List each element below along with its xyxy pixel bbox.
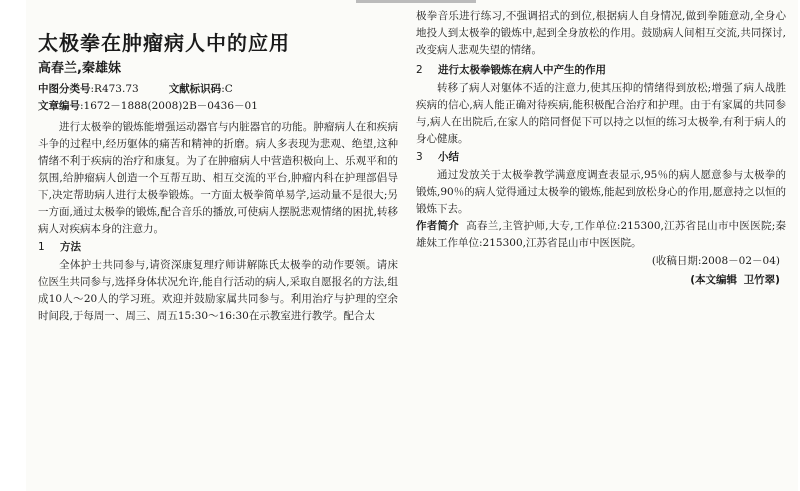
article-number-value: :1672－1888(2008)2B－0436－01 bbox=[80, 100, 258, 112]
article-authors: 高春兰,秦雄妹 bbox=[38, 61, 121, 76]
classification-line bbox=[38, 81, 398, 98]
section-3-number: 3 bbox=[416, 151, 423, 163]
section-3-paragraph: 通过发放关于太极拳教学满意度调查表显示,95％的病人愿意参与太极拳的锻炼,90％的病人觉得通过太极拳的锻炼,能起到放松身心的作用,愿意持之以恒的锻炼下去。 bbox=[416, 169, 786, 215]
bio-label: 作者简介 bbox=[416, 220, 460, 232]
section-2-paragraph: 转移了病人对躯体不适的注意力,使其压抑的情绪得到放松;增强了病人战胜疾病的信心,病人能正确对待疾病,能积极配合治疗和护理。由于有家属的共同参与,病人在出院后,在家人的陪同督促下可以持之以恒的练习太极拳,有利于病人的身心健康。 bbox=[416, 82, 786, 145]
left-column bbox=[38, 30, 398, 325]
received-date: (收稿日期:2008－02－04) bbox=[651, 255, 780, 267]
journal-page bbox=[26, 0, 798, 491]
continued-paragraph: 极拳音乐进行练习,不强调招式的到位,根据病人自身情况,做到拳随意动,全身心地投人到太极拳的锻炼中,起到全身放松的作用。鼓励病人间相互交流,共同探讨,改变病人悲观失望的情绪。 bbox=[416, 10, 786, 56]
section-1-number: 1 bbox=[38, 241, 45, 253]
section-1-paragraph: 全体护士共同参与,请资深康复理疗师讲解陈氏太极拳的动作要领。请床位医生共同参与,选择身体状况允许,能自行活动的病人,采取自愿报名的方法,组成10人～20人的学习班。欢迎并鼓励家属共同参与。利用治疗与护理的空余时间段,于每周一、周三、周五15:30～16:30在示教室进行教学。配合太 bbox=[38, 259, 398, 322]
article-number-line bbox=[38, 98, 398, 115]
clc-value: :R473.73 bbox=[90, 83, 139, 95]
doc-code-label: 文献标识码 bbox=[168, 83, 222, 95]
article-title: 太极拳在肿瘤病人中的应用 bbox=[38, 31, 290, 55]
right-column bbox=[416, 8, 786, 290]
editor-prefix: (本文编辑 bbox=[690, 274, 737, 286]
section-3-title: 小结 bbox=[438, 151, 459, 163]
editor-name: 卫竹翠) bbox=[743, 274, 780, 286]
bio-text: 高春兰,主管护师,大专,工作单位:215300,江苏省昆山市中医医院;秦雄妹工作单位:215300,江苏省昆山市中医医院。 bbox=[416, 220, 787, 249]
intro-paragraph: 进行太极拳的锻炼能增强运动器官与内脏器官的功能。肿瘤病人在和疾病斗争的过程中,经历躯体的痛苦和精神的折磨。病人多表现为悲观、绝望,这种情绪不利于疾病的治疗和康复。为了在肿瘤病人中营造积极向上、乐观平和的氛围,给肿瘤病人创造一个互帮互助、相互交流的平台,肿瘤内科在护理部倡导下,决定帮助病人进行太极拳锻炼。一方面太极拳简单易学,运动量不是很大;另一方面,通过太极拳的锻炼,配合音乐的播放,可使病人摆脱悲观情绪的困扰,转移病人对疾病本身的注意力。 bbox=[38, 121, 398, 235]
section-1-heading bbox=[38, 238, 398, 257]
section-2-title: 进行太极拳锻炼在病人中产生的作用 bbox=[438, 64, 606, 76]
section-2-number: 2 bbox=[416, 64, 423, 76]
section-3-heading bbox=[416, 148, 786, 167]
section-1-title: 方法 bbox=[60, 241, 81, 253]
doc-code-value: :C bbox=[221, 83, 233, 95]
section-2-heading bbox=[416, 61, 786, 80]
article-number-label: 文章编号 bbox=[38, 100, 80, 112]
editor-line bbox=[416, 271, 786, 290]
author-bio bbox=[416, 218, 786, 252]
clc-label: 中图分类号 bbox=[38, 83, 91, 95]
header-rule bbox=[356, 0, 476, 3]
